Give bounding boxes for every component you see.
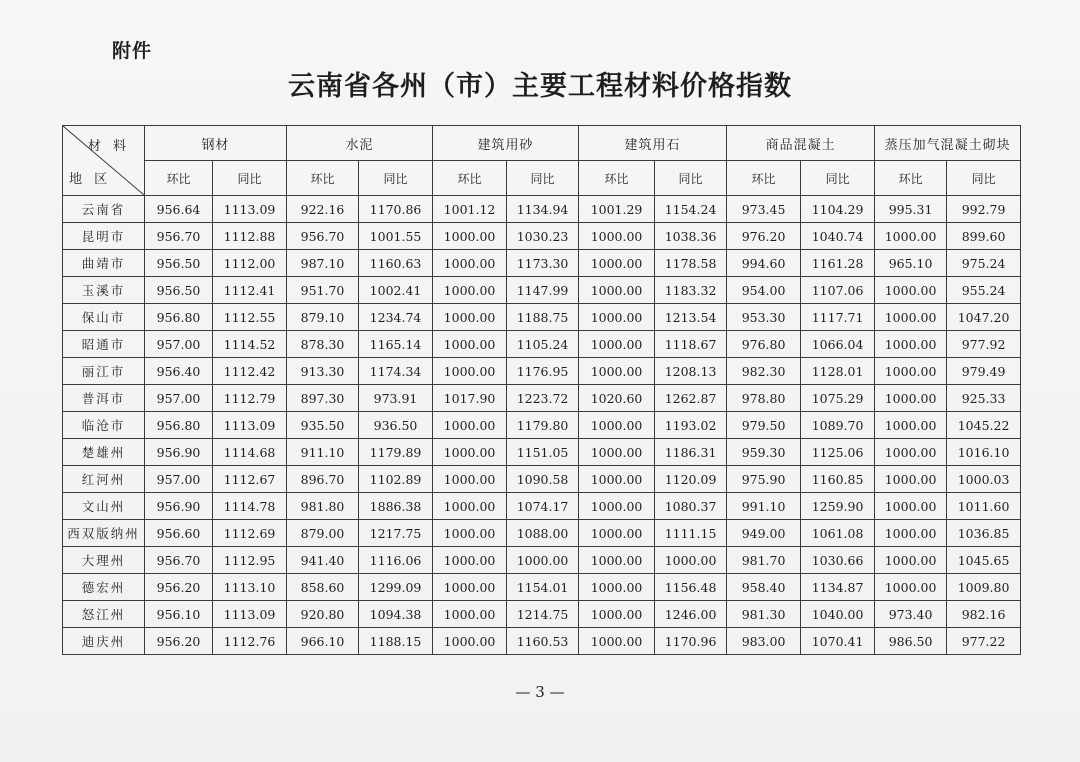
value-cell: 956.50 xyxy=(145,250,213,277)
region-cell: 大理州 xyxy=(63,547,145,574)
value-cell: 1112.41 xyxy=(213,277,287,304)
value-cell: 1102.89 xyxy=(359,466,433,493)
value-cell: 973.91 xyxy=(359,385,433,412)
value-cell: 879.10 xyxy=(287,304,359,331)
value-cell: 1000.00 xyxy=(579,304,655,331)
value-cell: 1000.00 xyxy=(579,628,655,655)
value-cell: 1000.00 xyxy=(875,574,947,601)
value-cell: 1000.00 xyxy=(579,331,655,358)
value-cell: 941.40 xyxy=(287,547,359,574)
value-cell: 1000.00 xyxy=(433,250,507,277)
region-cell: 德宏州 xyxy=(63,574,145,601)
value-cell: 1009.80 xyxy=(947,574,1021,601)
value-cell: 966.10 xyxy=(287,628,359,655)
value-cell: 976.20 xyxy=(727,223,801,250)
value-cell: 1000.00 xyxy=(579,520,655,547)
value-cell: 1088.00 xyxy=(507,520,579,547)
value-cell: 1030.23 xyxy=(507,223,579,250)
value-cell: 1000.00 xyxy=(433,466,507,493)
value-cell: 1000.00 xyxy=(579,250,655,277)
region-cell: 昭通市 xyxy=(63,331,145,358)
region-cell: 迪庆州 xyxy=(63,628,145,655)
value-cell: 982.16 xyxy=(947,601,1021,628)
value-cell: 1061.08 xyxy=(801,520,875,547)
value-cell: 925.33 xyxy=(947,385,1021,412)
table-row xyxy=(63,574,1021,601)
value-cell: 1000.00 xyxy=(433,628,507,655)
value-cell: 1147.99 xyxy=(507,277,579,304)
value-cell: 1000.00 xyxy=(433,277,507,304)
value-cell: 995.31 xyxy=(875,196,947,223)
value-cell: 1134.87 xyxy=(801,574,875,601)
value-cell: 1000.00 xyxy=(875,520,947,547)
page-number: — 3 — xyxy=(515,683,565,701)
value-cell: 976.80 xyxy=(727,331,801,358)
sub-header-mom: 环比 xyxy=(727,161,801,196)
value-cell: 1160.63 xyxy=(359,250,433,277)
sub-header-mom: 环比 xyxy=(145,161,213,196)
table-row xyxy=(63,466,1021,493)
value-cell: 1000.00 xyxy=(579,277,655,304)
value-cell: 936.50 xyxy=(359,412,433,439)
value-cell: 1112.95 xyxy=(213,547,287,574)
value-cell: 1179.89 xyxy=(359,439,433,466)
value-cell: 1112.42 xyxy=(213,358,287,385)
value-cell: 1094.38 xyxy=(359,601,433,628)
value-cell: 1118.67 xyxy=(655,331,727,358)
value-cell: 994.60 xyxy=(727,250,801,277)
value-cell: 1001.29 xyxy=(579,196,655,223)
value-cell: 1113.09 xyxy=(213,196,287,223)
value-cell: 1000.00 xyxy=(433,547,507,574)
value-cell: 1179.80 xyxy=(507,412,579,439)
value-cell: 1112.76 xyxy=(213,628,287,655)
value-cell: 1000.00 xyxy=(433,439,507,466)
value-cell: 1036.85 xyxy=(947,520,1021,547)
value-cell: 979.50 xyxy=(727,412,801,439)
value-cell: 879.00 xyxy=(287,520,359,547)
value-cell: 992.79 xyxy=(947,196,1021,223)
value-cell: 1120.09 xyxy=(655,466,727,493)
value-cell: 1000.00 xyxy=(875,547,947,574)
value-cell: 1001.55 xyxy=(359,223,433,250)
value-cell: 1000.00 xyxy=(579,358,655,385)
value-cell: 1114.78 xyxy=(213,493,287,520)
value-cell: 956.70 xyxy=(287,223,359,250)
value-cell: 1223.72 xyxy=(507,385,579,412)
table-row xyxy=(63,520,1021,547)
region-cell: 普洱市 xyxy=(63,385,145,412)
value-cell: 1886.38 xyxy=(359,493,433,520)
value-cell: 973.45 xyxy=(727,196,801,223)
value-cell: 1112.00 xyxy=(213,250,287,277)
value-cell: 956.70 xyxy=(145,547,213,574)
region-cell: 怒江州 xyxy=(63,601,145,628)
value-cell: 956.60 xyxy=(145,520,213,547)
value-cell: 935.50 xyxy=(287,412,359,439)
value-cell: 1112.69 xyxy=(213,520,287,547)
value-cell: 1186.31 xyxy=(655,439,727,466)
value-cell: 1170.86 xyxy=(359,196,433,223)
value-cell: 1047.20 xyxy=(947,304,1021,331)
value-cell: 1040.74 xyxy=(801,223,875,250)
value-cell: 1259.90 xyxy=(801,493,875,520)
sub-header-mom: 环比 xyxy=(433,161,507,196)
group-header-concrete: 商品混凝土 xyxy=(727,126,875,161)
value-cell: 1151.05 xyxy=(507,439,579,466)
table-row xyxy=(63,601,1021,628)
table-header-subs xyxy=(63,161,1021,196)
table-row xyxy=(63,223,1021,250)
value-cell: 1112.79 xyxy=(213,385,287,412)
value-cell: 1107.06 xyxy=(801,277,875,304)
value-cell: 955.24 xyxy=(947,277,1021,304)
value-cell: 983.00 xyxy=(727,628,801,655)
value-cell: 1000.00 xyxy=(579,412,655,439)
value-cell: 1070.41 xyxy=(801,628,875,655)
group-header-cement: 水泥 xyxy=(287,126,433,161)
value-cell: 1000.00 xyxy=(433,520,507,547)
table-row xyxy=(63,439,1021,466)
value-cell: 1113.09 xyxy=(213,601,287,628)
value-cell: 1000.00 xyxy=(875,439,947,466)
table-row xyxy=(63,385,1021,412)
value-cell: 1000.00 xyxy=(875,358,947,385)
value-cell: 956.80 xyxy=(145,304,213,331)
value-cell: 920.80 xyxy=(287,601,359,628)
sub-header-mom: 环比 xyxy=(287,161,359,196)
value-cell: 1125.06 xyxy=(801,439,875,466)
value-cell: 956.40 xyxy=(145,358,213,385)
value-cell: 1117.71 xyxy=(801,304,875,331)
value-cell: 1104.29 xyxy=(801,196,875,223)
value-cell: 1000.00 xyxy=(579,466,655,493)
value-cell: 1001.12 xyxy=(433,196,507,223)
sub-header-yoy: 同比 xyxy=(213,161,287,196)
value-cell: 1208.13 xyxy=(655,358,727,385)
value-cell: 922.16 xyxy=(287,196,359,223)
value-cell: 956.90 xyxy=(145,493,213,520)
region-cell: 楚雄州 xyxy=(63,439,145,466)
value-cell: 1030.66 xyxy=(801,547,875,574)
value-cell: 1000.00 xyxy=(655,547,727,574)
value-cell: 1000.00 xyxy=(875,466,947,493)
value-cell: 1000.00 xyxy=(433,304,507,331)
value-cell: 913.30 xyxy=(287,358,359,385)
page-title: 云南省各州（市）主要工程材料价格指数 xyxy=(288,71,792,102)
region-cell: 丽江市 xyxy=(63,358,145,385)
value-cell: 1000.00 xyxy=(433,358,507,385)
value-cell: 977.92 xyxy=(947,331,1021,358)
value-cell: 977.22 xyxy=(947,628,1021,655)
value-cell: 911.10 xyxy=(287,439,359,466)
value-cell: 1000.00 xyxy=(875,277,947,304)
sub-header-yoy: 同比 xyxy=(947,161,1021,196)
price-index-table xyxy=(62,125,1021,655)
value-cell: 954.00 xyxy=(727,277,801,304)
value-cell: 956.64 xyxy=(145,196,213,223)
sub-header-yoy: 同比 xyxy=(359,161,433,196)
value-cell: 897.30 xyxy=(287,385,359,412)
region-cell: 红河州 xyxy=(63,466,145,493)
region-cell: 昆明市 xyxy=(63,223,145,250)
table-row xyxy=(63,196,1021,223)
region-cell: 保山市 xyxy=(63,304,145,331)
value-cell: 1017.90 xyxy=(433,385,507,412)
value-cell: 949.00 xyxy=(727,520,801,547)
value-cell: 1000.00 xyxy=(875,493,947,520)
table-row xyxy=(63,412,1021,439)
value-cell: 991.10 xyxy=(727,493,801,520)
value-cell: 1000.00 xyxy=(875,223,947,250)
value-cell: 1075.29 xyxy=(801,385,875,412)
value-cell: 1000.00 xyxy=(875,304,947,331)
value-cell: 1000.00 xyxy=(579,439,655,466)
region-cell: 文山州 xyxy=(63,493,145,520)
value-cell: 1020.60 xyxy=(579,385,655,412)
table-row xyxy=(63,277,1021,304)
value-cell: 959.30 xyxy=(727,439,801,466)
value-cell: 958.40 xyxy=(727,574,801,601)
value-cell: 1090.58 xyxy=(507,466,579,493)
corner-region-label: 地 区 xyxy=(69,172,112,187)
value-cell: 1066.04 xyxy=(801,331,875,358)
value-cell: 1234.74 xyxy=(359,304,433,331)
value-cell: 1111.15 xyxy=(655,520,727,547)
value-cell: 1114.52 xyxy=(213,331,287,358)
value-cell: 957.00 xyxy=(145,466,213,493)
region-cell: 云南省 xyxy=(63,196,145,223)
value-cell: 1000.00 xyxy=(433,601,507,628)
group-header-aac-block: 蒸压加气混凝土砌块 xyxy=(875,126,1021,161)
value-cell: 1174.34 xyxy=(359,358,433,385)
value-cell: 978.80 xyxy=(727,385,801,412)
value-cell: 979.49 xyxy=(947,358,1021,385)
value-cell: 957.00 xyxy=(145,385,213,412)
value-cell: 986.50 xyxy=(875,628,947,655)
value-cell: 956.10 xyxy=(145,601,213,628)
value-cell: 1113.09 xyxy=(213,412,287,439)
value-cell: 953.30 xyxy=(727,304,801,331)
value-cell: 1080.37 xyxy=(655,493,727,520)
value-cell: 1000.00 xyxy=(875,331,947,358)
value-cell: 1045.65 xyxy=(947,547,1021,574)
value-cell: 1000.00 xyxy=(579,493,655,520)
value-cell: 1213.54 xyxy=(655,304,727,331)
value-cell: 956.90 xyxy=(145,439,213,466)
value-cell: 1002.41 xyxy=(359,277,433,304)
value-cell: 1156.48 xyxy=(655,574,727,601)
value-cell: 896.70 xyxy=(287,466,359,493)
value-cell: 1262.87 xyxy=(655,385,727,412)
region-cell: 曲靖市 xyxy=(63,250,145,277)
value-cell: 1114.68 xyxy=(213,439,287,466)
corner-header xyxy=(63,126,145,196)
attachment-label: 附件 xyxy=(112,40,153,62)
group-header-stone: 建筑用石 xyxy=(579,126,727,161)
value-cell: 1000.00 xyxy=(433,331,507,358)
value-cell: 1154.01 xyxy=(507,574,579,601)
value-cell: 1016.10 xyxy=(947,439,1021,466)
table-row xyxy=(63,331,1021,358)
value-cell: 1000.00 xyxy=(875,385,947,412)
value-cell: 1217.75 xyxy=(359,520,433,547)
value-cell: 1089.70 xyxy=(801,412,875,439)
value-cell: 1193.02 xyxy=(655,412,727,439)
value-cell: 1173.30 xyxy=(507,250,579,277)
value-cell: 1183.32 xyxy=(655,277,727,304)
table-row xyxy=(63,547,1021,574)
group-header-steel: 钢材 xyxy=(145,126,287,161)
value-cell: 1000.00 xyxy=(579,574,655,601)
value-cell: 1165.14 xyxy=(359,331,433,358)
value-cell: 1113.10 xyxy=(213,574,287,601)
group-header-sand: 建筑用砂 xyxy=(433,126,579,161)
value-cell: 1011.60 xyxy=(947,493,1021,520)
value-cell: 1154.24 xyxy=(655,196,727,223)
value-cell: 878.30 xyxy=(287,331,359,358)
region-cell: 西双版纳州 xyxy=(63,520,145,547)
sub-header-mom: 环比 xyxy=(875,161,947,196)
value-cell: 956.70 xyxy=(145,223,213,250)
value-cell: 1161.28 xyxy=(801,250,875,277)
value-cell: 1112.67 xyxy=(213,466,287,493)
value-cell: 1170.96 xyxy=(655,628,727,655)
table-body xyxy=(63,196,1021,655)
value-cell: 1105.24 xyxy=(507,331,579,358)
sub-header-yoy: 同比 xyxy=(655,161,727,196)
table-row xyxy=(63,493,1021,520)
value-cell: 975.24 xyxy=(947,250,1021,277)
sub-header-yoy: 同比 xyxy=(801,161,875,196)
table-row xyxy=(63,358,1021,385)
value-cell: 1074.17 xyxy=(507,493,579,520)
value-cell: 981.80 xyxy=(287,493,359,520)
value-cell: 1000.00 xyxy=(433,412,507,439)
value-cell: 1045.22 xyxy=(947,412,1021,439)
value-cell: 1000.00 xyxy=(433,493,507,520)
value-cell: 1188.15 xyxy=(359,628,433,655)
value-cell: 987.10 xyxy=(287,250,359,277)
value-cell: 1038.36 xyxy=(655,223,727,250)
value-cell: 899.60 xyxy=(947,223,1021,250)
value-cell: 1214.75 xyxy=(507,601,579,628)
value-cell: 1188.75 xyxy=(507,304,579,331)
value-cell: 956.20 xyxy=(145,628,213,655)
value-cell: 1178.58 xyxy=(655,250,727,277)
value-cell: 1176.95 xyxy=(507,358,579,385)
value-cell: 1000.03 xyxy=(947,466,1021,493)
region-cell: 临沧市 xyxy=(63,412,145,439)
value-cell: 1116.06 xyxy=(359,547,433,574)
value-cell: 1160.53 xyxy=(507,628,579,655)
value-cell: 957.00 xyxy=(145,331,213,358)
value-cell: 1134.94 xyxy=(507,196,579,223)
value-cell: 1000.00 xyxy=(875,412,947,439)
region-cell: 玉溪市 xyxy=(63,277,145,304)
value-cell: 956.50 xyxy=(145,277,213,304)
value-cell: 1000.00 xyxy=(579,223,655,250)
table-header-groups xyxy=(63,126,1021,161)
value-cell: 858.60 xyxy=(287,574,359,601)
value-cell: 1000.00 xyxy=(433,574,507,601)
value-cell: 1000.00 xyxy=(579,547,655,574)
table-row xyxy=(63,250,1021,277)
value-cell: 1000.00 xyxy=(579,601,655,628)
table-row xyxy=(63,304,1021,331)
sub-header-mom: 环比 xyxy=(579,161,655,196)
value-cell: 1000.00 xyxy=(433,223,507,250)
value-cell: 1112.55 xyxy=(213,304,287,331)
corner-material-label: 材 料 xyxy=(87,139,130,154)
value-cell: 973.40 xyxy=(875,601,947,628)
value-cell: 965.10 xyxy=(875,250,947,277)
value-cell: 1299.09 xyxy=(359,574,433,601)
value-cell: 1000.00 xyxy=(507,547,579,574)
value-cell: 975.90 xyxy=(727,466,801,493)
value-cell: 951.70 xyxy=(287,277,359,304)
value-cell: 982.30 xyxy=(727,358,801,385)
value-cell: 1246.00 xyxy=(655,601,727,628)
value-cell: 1040.00 xyxy=(801,601,875,628)
value-cell: 981.30 xyxy=(727,601,801,628)
value-cell: 1128.01 xyxy=(801,358,875,385)
value-cell: 1160.85 xyxy=(801,466,875,493)
value-cell: 956.20 xyxy=(145,574,213,601)
value-cell: 1112.88 xyxy=(213,223,287,250)
table-row xyxy=(63,628,1021,655)
sub-header-yoy: 同比 xyxy=(507,161,579,196)
value-cell: 956.80 xyxy=(145,412,213,439)
value-cell: 981.70 xyxy=(727,547,801,574)
